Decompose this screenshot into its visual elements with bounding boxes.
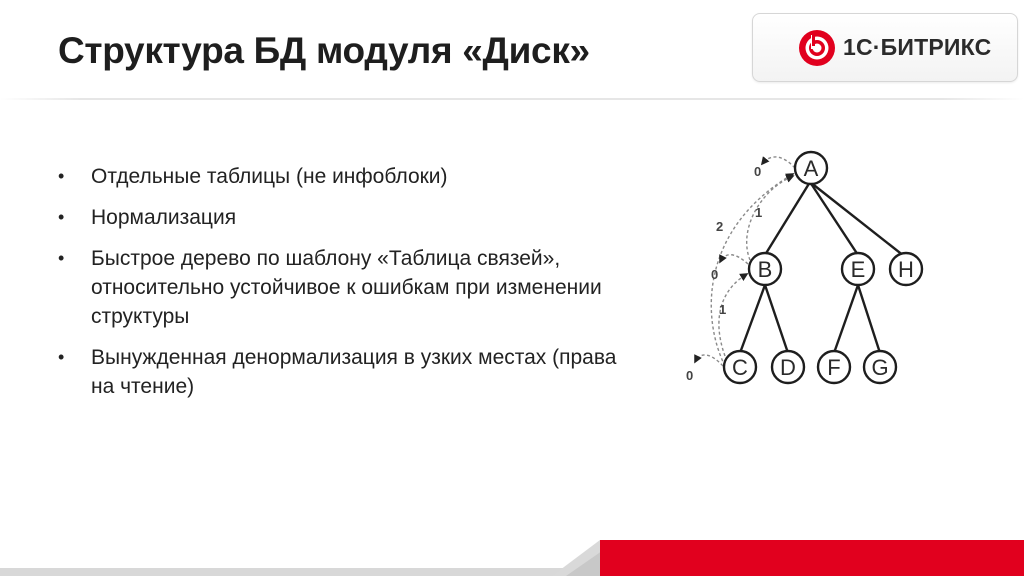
tree-node [818,351,850,383]
list-item [58,244,628,331]
tree-node [864,351,896,383]
tree-node [842,253,874,285]
list-item [58,203,628,232]
bitrix-logo-icon [798,29,836,67]
tree-node-label: C [732,355,748,380]
tree-node-label: E [850,257,866,282]
list-item-text: Нормализация [91,206,237,229]
tree-node [890,253,922,285]
tree-node [772,351,804,383]
list-item-text: Быстрое дерево по шаблону «Таблица связей», относительно устойчивое к ошибкам при изменении структуры [91,247,602,328]
header-divider [0,98,1024,100]
closure-label: 2 [716,219,724,234]
page-title: Структура БД модуля «Диск» [58,30,590,71]
tree-node-label: A [803,156,819,181]
list-item-text: Вынужденная денормализация в узких местах (права на чтение) [91,346,617,398]
bullet-dot-icon: • [58,207,65,227]
tree-node [795,152,827,184]
logo-text: 1С·БИТРИКС [843,34,992,60]
bullet-list [58,162,628,413]
list-item [58,343,628,401]
tree-node-label: B [757,257,773,282]
tree-node [724,351,756,383]
closure-label: 0 [711,267,719,282]
bullet-dot-icon: • [58,347,65,367]
tree-node-label: H [898,257,914,282]
closure-label: 1 [719,302,727,317]
tree-node-label: F [827,355,841,380]
list-item [58,162,628,191]
footer-accent-bar [600,540,1024,576]
bullet-dot-icon: • [58,248,65,268]
tree-diagram [680,140,940,400]
closure-label: 0 [686,368,694,383]
list-item-text: Отдельные таблицы (не инфоблоки) [91,165,448,188]
closure-label: 1 [755,205,763,220]
bullet-dot-icon: • [58,166,65,186]
tree-node-label: G [871,355,889,380]
tree-node [749,253,781,285]
tree-node-label: D [780,355,796,380]
logo [752,13,1018,82]
closure-label: 0 [754,164,762,179]
